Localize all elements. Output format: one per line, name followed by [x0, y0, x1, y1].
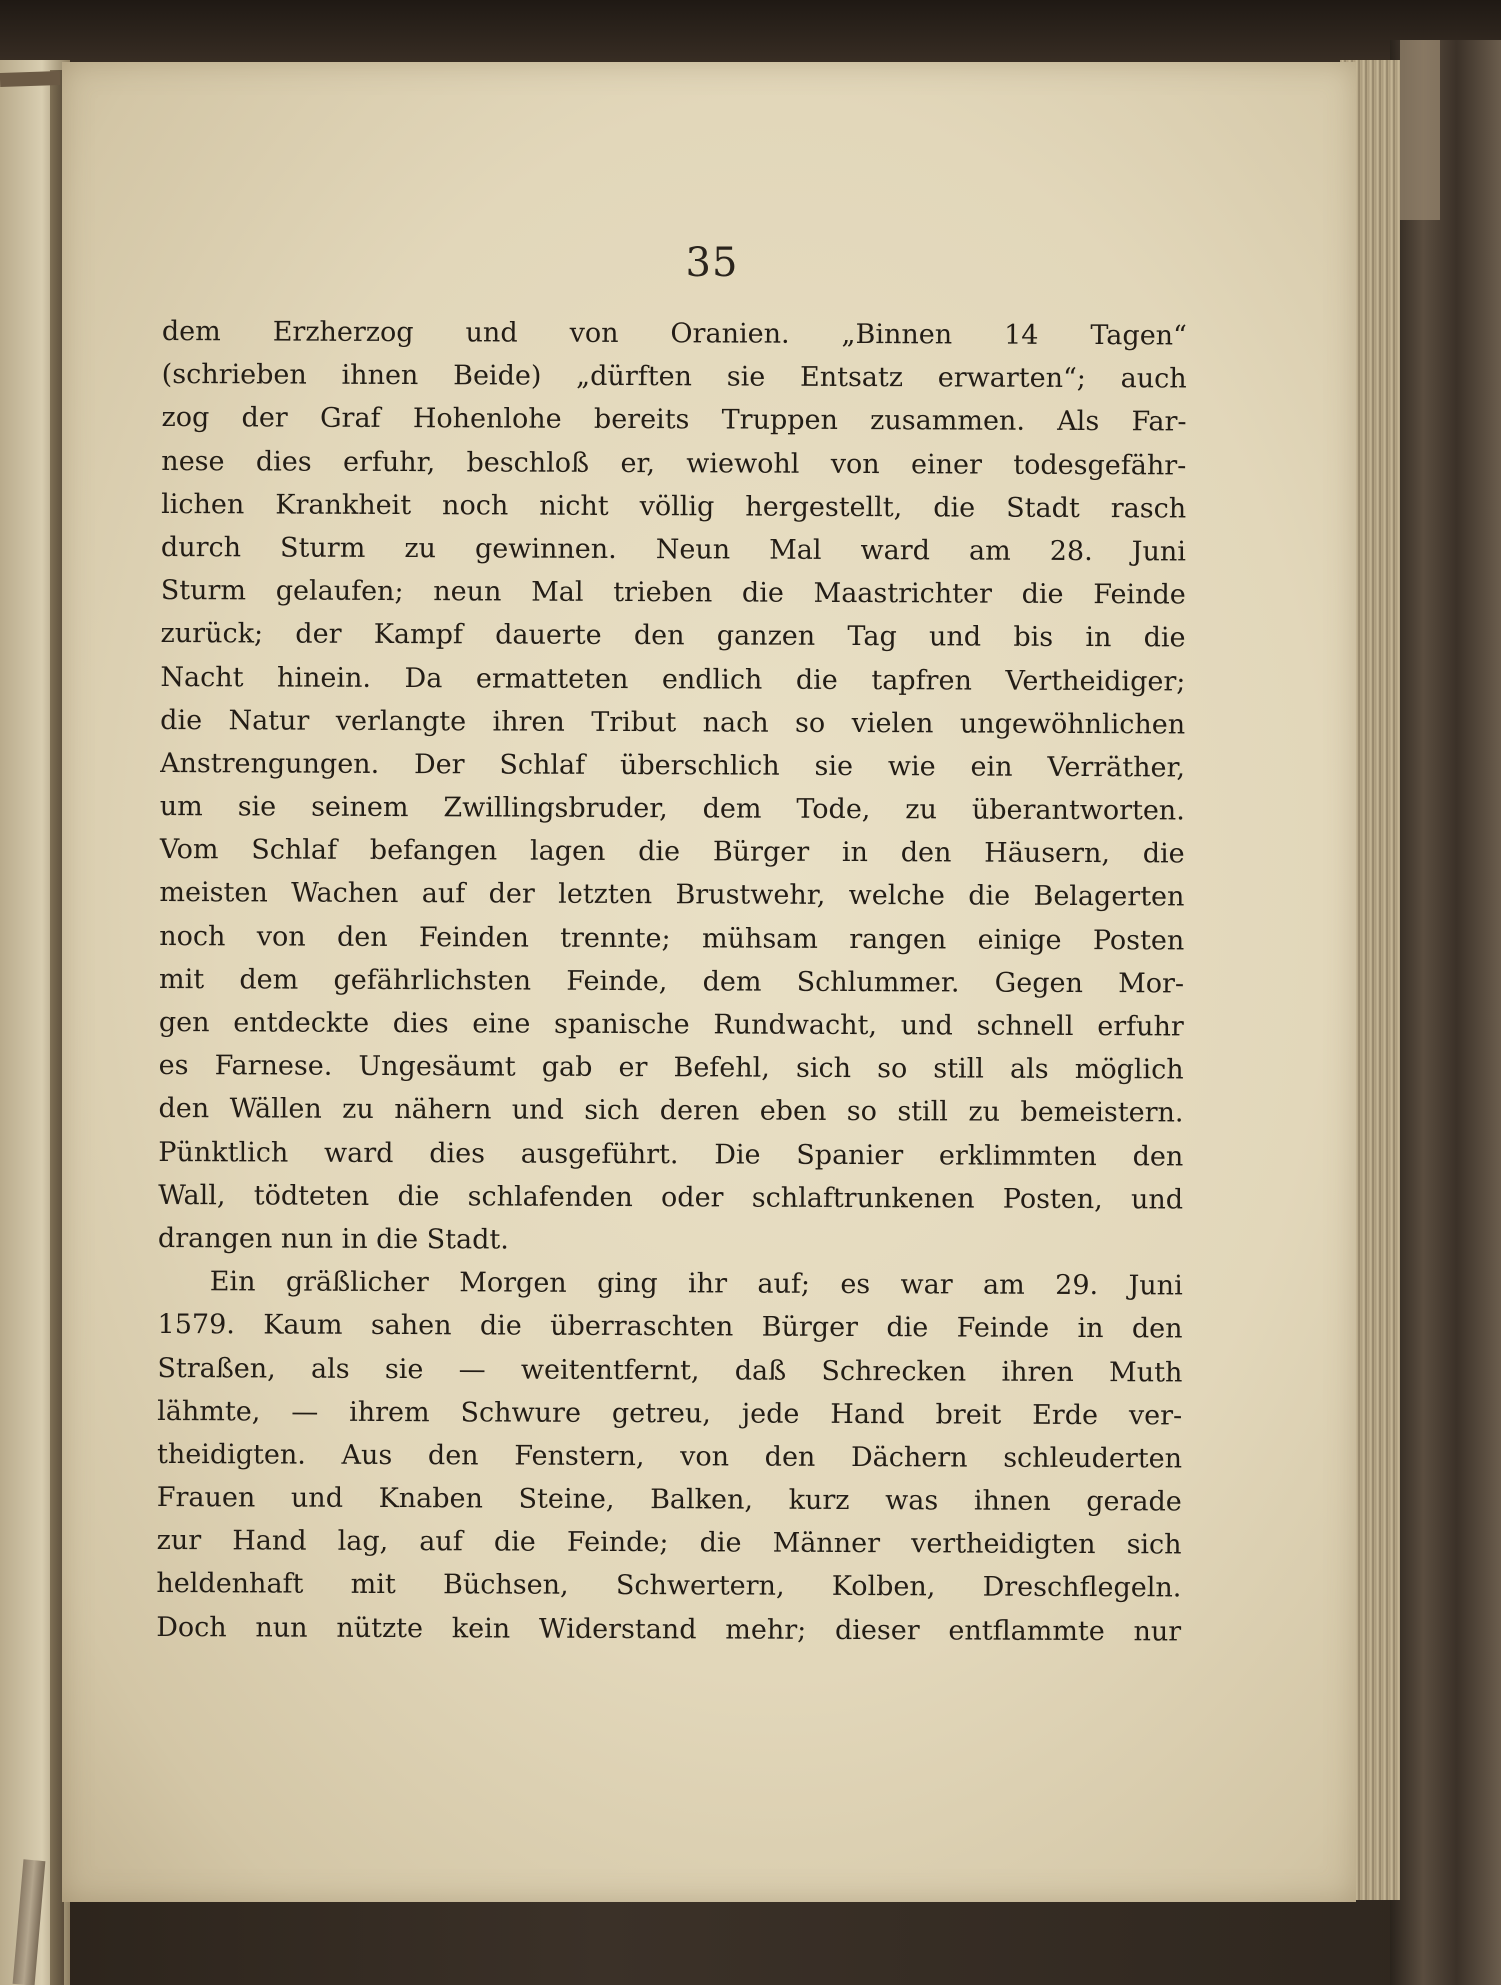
text-line: Nacht hinein. Da ermatteten endlich die tapfren Vertheidiger; — [160, 661, 1186, 697]
book-page — [62, 62, 1356, 1902]
text-line: lähmte, — ihrem Schwure getreu, jede Hand breit Erde ver- — [157, 1395, 1183, 1432]
text-line: den Wällen zu nähern und sich deren eben so still zu bemeistern. — [158, 1093, 1184, 1129]
book-cover-top — [0, 0, 1501, 70]
text-line: mit dem gefährlichsten Feinde, dem Schlummer. Gegen Mor- — [159, 963, 1185, 1000]
text-line: dem Erzherzog und von Oranien. „Binnen 14 Tagen“ — [161, 315, 1187, 352]
text-line: meisten Wachen auf der letzten Brustwehr, welche die Belagerten — [159, 877, 1185, 913]
text-line: noch von den Feinden trennte; mühsam rangen einige Posten — [159, 920, 1185, 957]
text-line: um sie seinem Zwillingsbruder, dem Tode, zu überantworten. — [159, 791, 1185, 827]
text-line: es Farnese. Ungesäumt gab er Befehl, sich so still als möglich — [158, 1050, 1184, 1086]
text-line: Straßen, als sie — weitentfernt, daß Schrecken ihren Muth — [157, 1352, 1183, 1388]
text-line: drangen nun in die Stadt. — [157, 1222, 509, 1256]
book-cover-right — [1390, 40, 1501, 1985]
text-line: Anstrengungen. Der Schlaf überschlich sie wie ein Verräther, — [159, 747, 1186, 784]
text-line: durch Sturm zu gewinnen. Neun Mal ward am 28. Juni — [160, 531, 1187, 568]
text-line: gen entdeckte dies eine spanische Rundwacht, und schnell erfuhr — [158, 1006, 1184, 1043]
page-number: 35 — [685, 240, 739, 286]
text-line: Frauen und Knaben Steine, Balken, kurz was ihnen gerade — [156, 1482, 1182, 1518]
text-line: Ein gräßlicher Morgen ging ihr auf; es war am 29. Juni — [209, 1266, 1183, 1302]
cover-highlight — [1400, 40, 1440, 220]
text-line: zurück; der Kampf dauerte den ganzen Tag und bis in die — [160, 618, 1186, 654]
text-line: (schrieben ihnen Beide) „dürften sie Entsatz erwarten“; auch — [161, 359, 1187, 395]
text-line: heldenhaft mit Büchsen, Schwertern, Kolben, Dreschflegeln. — [156, 1568, 1182, 1604]
text-line: Doch nun nützte kein Widerstand mehr; dieser entflammte nur — [156, 1611, 1182, 1648]
text-line: lichen Krankheit noch nicht völlig hergestellt, die Stadt rasch — [161, 488, 1187, 525]
text-line: 1579. Kaum sahen die überraschten Bürger die Feinde in den — [157, 1309, 1183, 1345]
body-text — [156, 310, 1187, 1653]
text-line: nese dies erfuhr, beschloß er, wiewohl von einer todesgefähr- — [161, 445, 1187, 482]
text-line: zog der Graf Hohenlohe bereits Truppen zusammen. Als Far- — [161, 402, 1187, 438]
text-line: Sturm gelaufen; neun Mal trieben die Maastrichter die Feinde — [160, 575, 1186, 611]
text-line: Pünktlich ward dies ausgeführt. Die Spanier erklimmten den — [158, 1136, 1184, 1173]
text-line: zur Hand lag, auf die Feinde; die Männer vertheidigten sich — [156, 1525, 1182, 1561]
bookmark-ribbon-top — [0, 71, 60, 87]
text-line: theidigten. Aus den Fenstern, von den Dächern schleuderten — [156, 1438, 1183, 1475]
text-line: Vom Schlaf befangen lagen die Bürger in den Häusern, die — [159, 834, 1185, 870]
text-line: Wall, tödteten die schlafenden oder schlaftrunkenen Posten, und — [158, 1179, 1184, 1216]
text-line: die Natur verlangte ihren Tribut nach so vielen ungewöhnlichen — [160, 704, 1186, 741]
